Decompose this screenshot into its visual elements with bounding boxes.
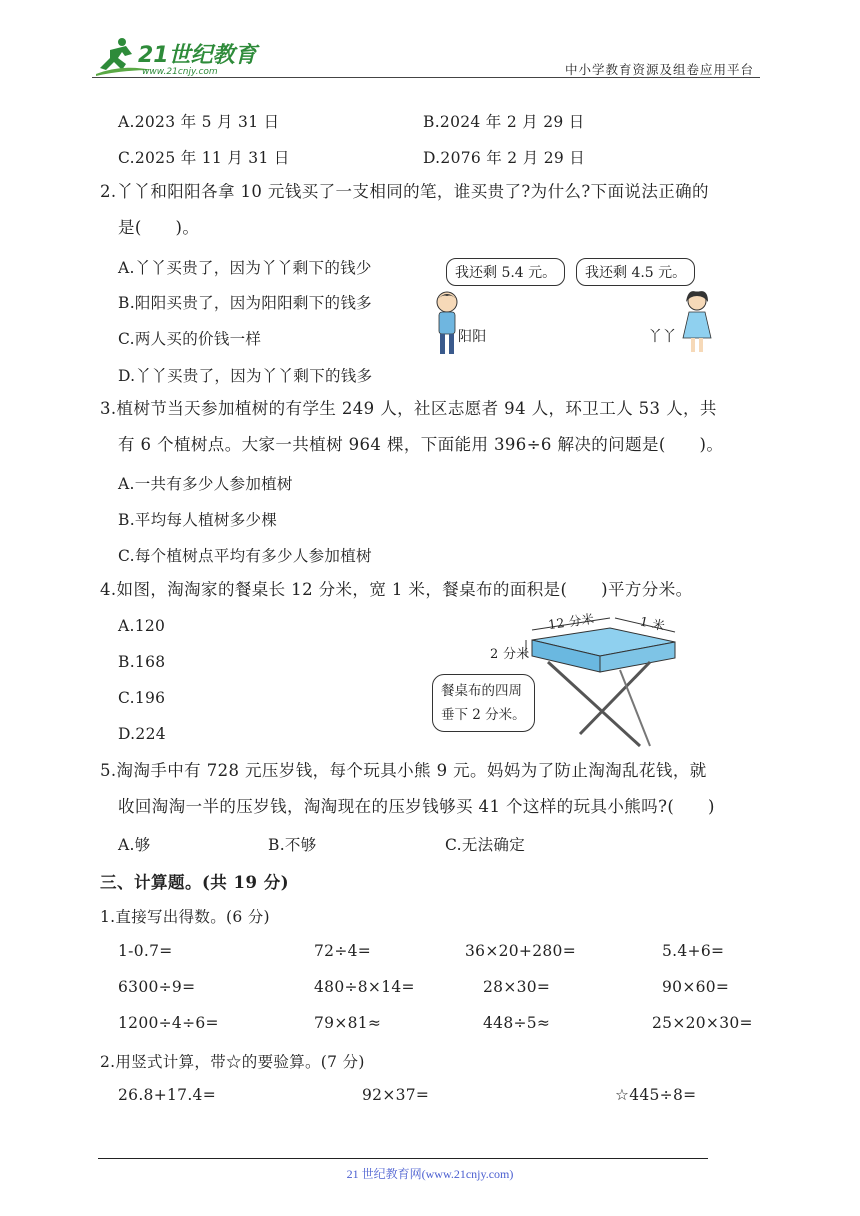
section-3-q1-title: 1.直接写出得数。(6 分)	[100, 908, 270, 926]
oral-calc-item: 90×60=	[662, 978, 730, 996]
speech-bubble-yangyang: 我还剩 5.4 元。	[446, 258, 565, 286]
width-label: 1 米	[638, 613, 667, 634]
q4-option-c: C.196	[118, 689, 166, 707]
q5-option-a: A.够	[118, 836, 151, 854]
drop-label: 2 分米	[490, 647, 530, 662]
site-logo	[92, 36, 262, 78]
q1-option-c: C.2025 年 11 月 31 日	[118, 149, 290, 167]
name-yaya: 丫丫	[648, 329, 677, 345]
speech-bubble-yaya: 我还剩 4.5 元。	[576, 258, 695, 286]
q3-option-c: C.每个植树点平均有多少人参加植树	[118, 547, 372, 565]
oral-calc-item: 480÷8×14=	[314, 978, 415, 996]
q3-option-b: B.平均每人植树多少棵	[118, 511, 278, 529]
callout-line2: 垂下 2 分米。	[441, 707, 526, 723]
logo-url: www.21cnjy.com	[142, 67, 218, 77]
name-yangyang: 阳阳	[458, 329, 487, 345]
q5-stem-line2: 收回淘淘一半的压岁钱，淘淘现在的压岁钱够买 41 个这样的玩具小熊吗?( )	[118, 797, 715, 816]
q3-stem-line1: 3.植树节当天参加植树的有学生 249 人，社区志愿者 94 人，环卫工人 53 人，共	[100, 399, 717, 418]
oral-calc-item: 36×20+280=	[465, 942, 576, 960]
q2-stem-line2: 是( )。	[118, 218, 200, 237]
oral-calc-item: 25×20×30=	[652, 1014, 753, 1032]
q5-option-b: B.不够	[268, 836, 317, 854]
q4-option-d: D.224	[118, 725, 166, 743]
header-divider	[92, 77, 760, 78]
q2-option-c: C.两人买的价钱一样	[118, 330, 262, 348]
callout-line1: 餐桌布的四周	[441, 683, 522, 699]
q1-option-b: B.2024 年 2 月 29 日	[423, 113, 585, 131]
q2-option-a: A.丫丫买贵了，因为丫丫剩下的钱少	[118, 259, 372, 277]
q4-stem: 4.如图，淘淘家的餐桌长 12 分米，宽 1 米，餐桌布的面积是( )平方分米。	[100, 580, 693, 599]
q2-option-b: B.阳阳买贵了，因为阳阳剩下的钱多	[118, 294, 372, 312]
oral-calc-item: 5.4+6=	[662, 942, 725, 960]
q2-stem-line1: 2.丫丫和阳阳各拿 10 元钱买了一支相同的笔，谁买贵了?为什么?下面说法正确的	[100, 182, 709, 201]
footer-divider	[98, 1158, 708, 1159]
oral-calc-item: 1-0.7=	[118, 942, 173, 960]
vertical-calc-item: 26.8+17.4=	[118, 1086, 216, 1104]
oral-calc-item: 448÷5≈	[483, 1014, 551, 1032]
oral-calc-item: 79×81≈	[314, 1014, 382, 1032]
section-3-title: 三、计算题。(共 19 分)	[100, 873, 290, 892]
oral-calc-item: 6300÷9=	[118, 978, 196, 996]
q3-option-a: A.一共有多少人参加植树	[118, 475, 293, 493]
oral-calc-item: 72÷4=	[314, 942, 372, 960]
q1-option-d: D.2076 年 2 月 29 日	[423, 149, 586, 167]
q3-stem-line2: 有 6 个植树点。大家一共植树 964 棵，下面能用 396÷6 解决的问题是( )。	[118, 435, 724, 454]
q4-option-b: B.168	[118, 653, 166, 671]
vertical-calc-item: ☆445÷8=	[615, 1086, 697, 1104]
oral-calc-item: 1200÷4÷6=	[118, 1014, 219, 1032]
platform-label: 中小学教育资源及组卷应用平台	[564, 62, 754, 77]
vertical-calc-item: 92×37=	[362, 1086, 430, 1104]
q4-option-a: A.120	[118, 617, 166, 635]
q5-stem-line1: 5.淘淘手中有 728 元压岁钱，每个玩具小熊 9 元。妈妈为了防止淘淘乱花钱，就	[100, 761, 707, 780]
section-3-q2-title: 2.用竖式计算，带☆的要验算。(7 分)	[100, 1053, 365, 1071]
girl-illustration	[680, 290, 714, 360]
footer-text: 21 世纪教育网(www.21cnjy.com)	[346, 1167, 514, 1181]
logo-title: 21世纪教育	[138, 43, 257, 68]
q1-option-a: A.2023 年 5 月 31 日	[118, 113, 280, 131]
oral-calc-item: 28×30=	[483, 978, 551, 996]
q5-option-c: C.无法确定	[445, 836, 526, 854]
tablecloth-callout	[432, 674, 535, 732]
length-label: 12 分米	[547, 610, 596, 633]
q2-option-d: D.丫丫买贵了，因为丫丫剩下的钱多	[118, 367, 373, 385]
